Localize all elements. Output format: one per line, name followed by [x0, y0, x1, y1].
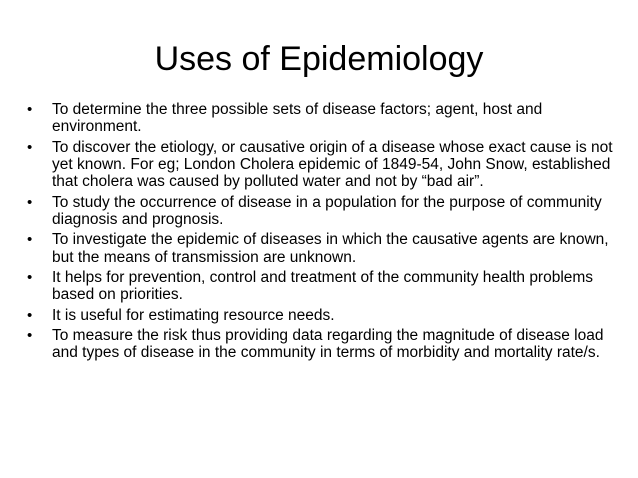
bullet-text: To determine the three possible sets of disease factors; agent, host and environment.	[52, 101, 543, 136]
bullet-dot-icon: •	[27, 101, 33, 118]
bullet-dot-icon: •	[27, 269, 33, 287]
bullet-list	[26, 101, 618, 365]
bullet-text: It helps for prevention, control and treatment of the community health problems based on priorities.	[52, 269, 594, 304]
bullet-text: To discover the etiology, or causative origin of a disease whose exact cause is not yet known. For eg; London Cholera epidemic of 1849-54, John Snow, established that cholera was caused by polluted water and not by “bad air”.	[52, 138, 613, 191]
bullet-text: To investigate the epidemic of diseases in which the causative agents are known, but the means of transmission are unknown.	[52, 231, 609, 266]
bullet-text: To study the occurrence of disease in a population for the purpose of community diagnosis and prognosis.	[52, 193, 602, 228]
slide-title: Uses of Epidemiology	[154, 40, 484, 78]
bullet-dot-icon: •	[27, 138, 33, 156]
bullet-dot-icon: •	[27, 231, 33, 249]
bullet-dot-icon: •	[27, 327, 33, 345]
bullet-item	[26, 139, 618, 191]
bullet-text: To measure the risk thus providing data regarding the magnitude of disease load and types of disease in the community in terms of morbidity and mortality rate/s.	[52, 327, 604, 362]
bullet-item	[26, 231, 618, 265]
bullet-item	[26, 307, 618, 324]
bullet-dot-icon: •	[27, 193, 33, 211]
bullet-item	[26, 269, 618, 303]
bullet-item	[26, 194, 618, 228]
bullet-dot-icon: •	[27, 306, 33, 324]
bullet-item	[26, 101, 618, 135]
bullet-item	[26, 327, 618, 361]
bullet-text: It is useful for estimating resource needs.	[52, 306, 335, 324]
